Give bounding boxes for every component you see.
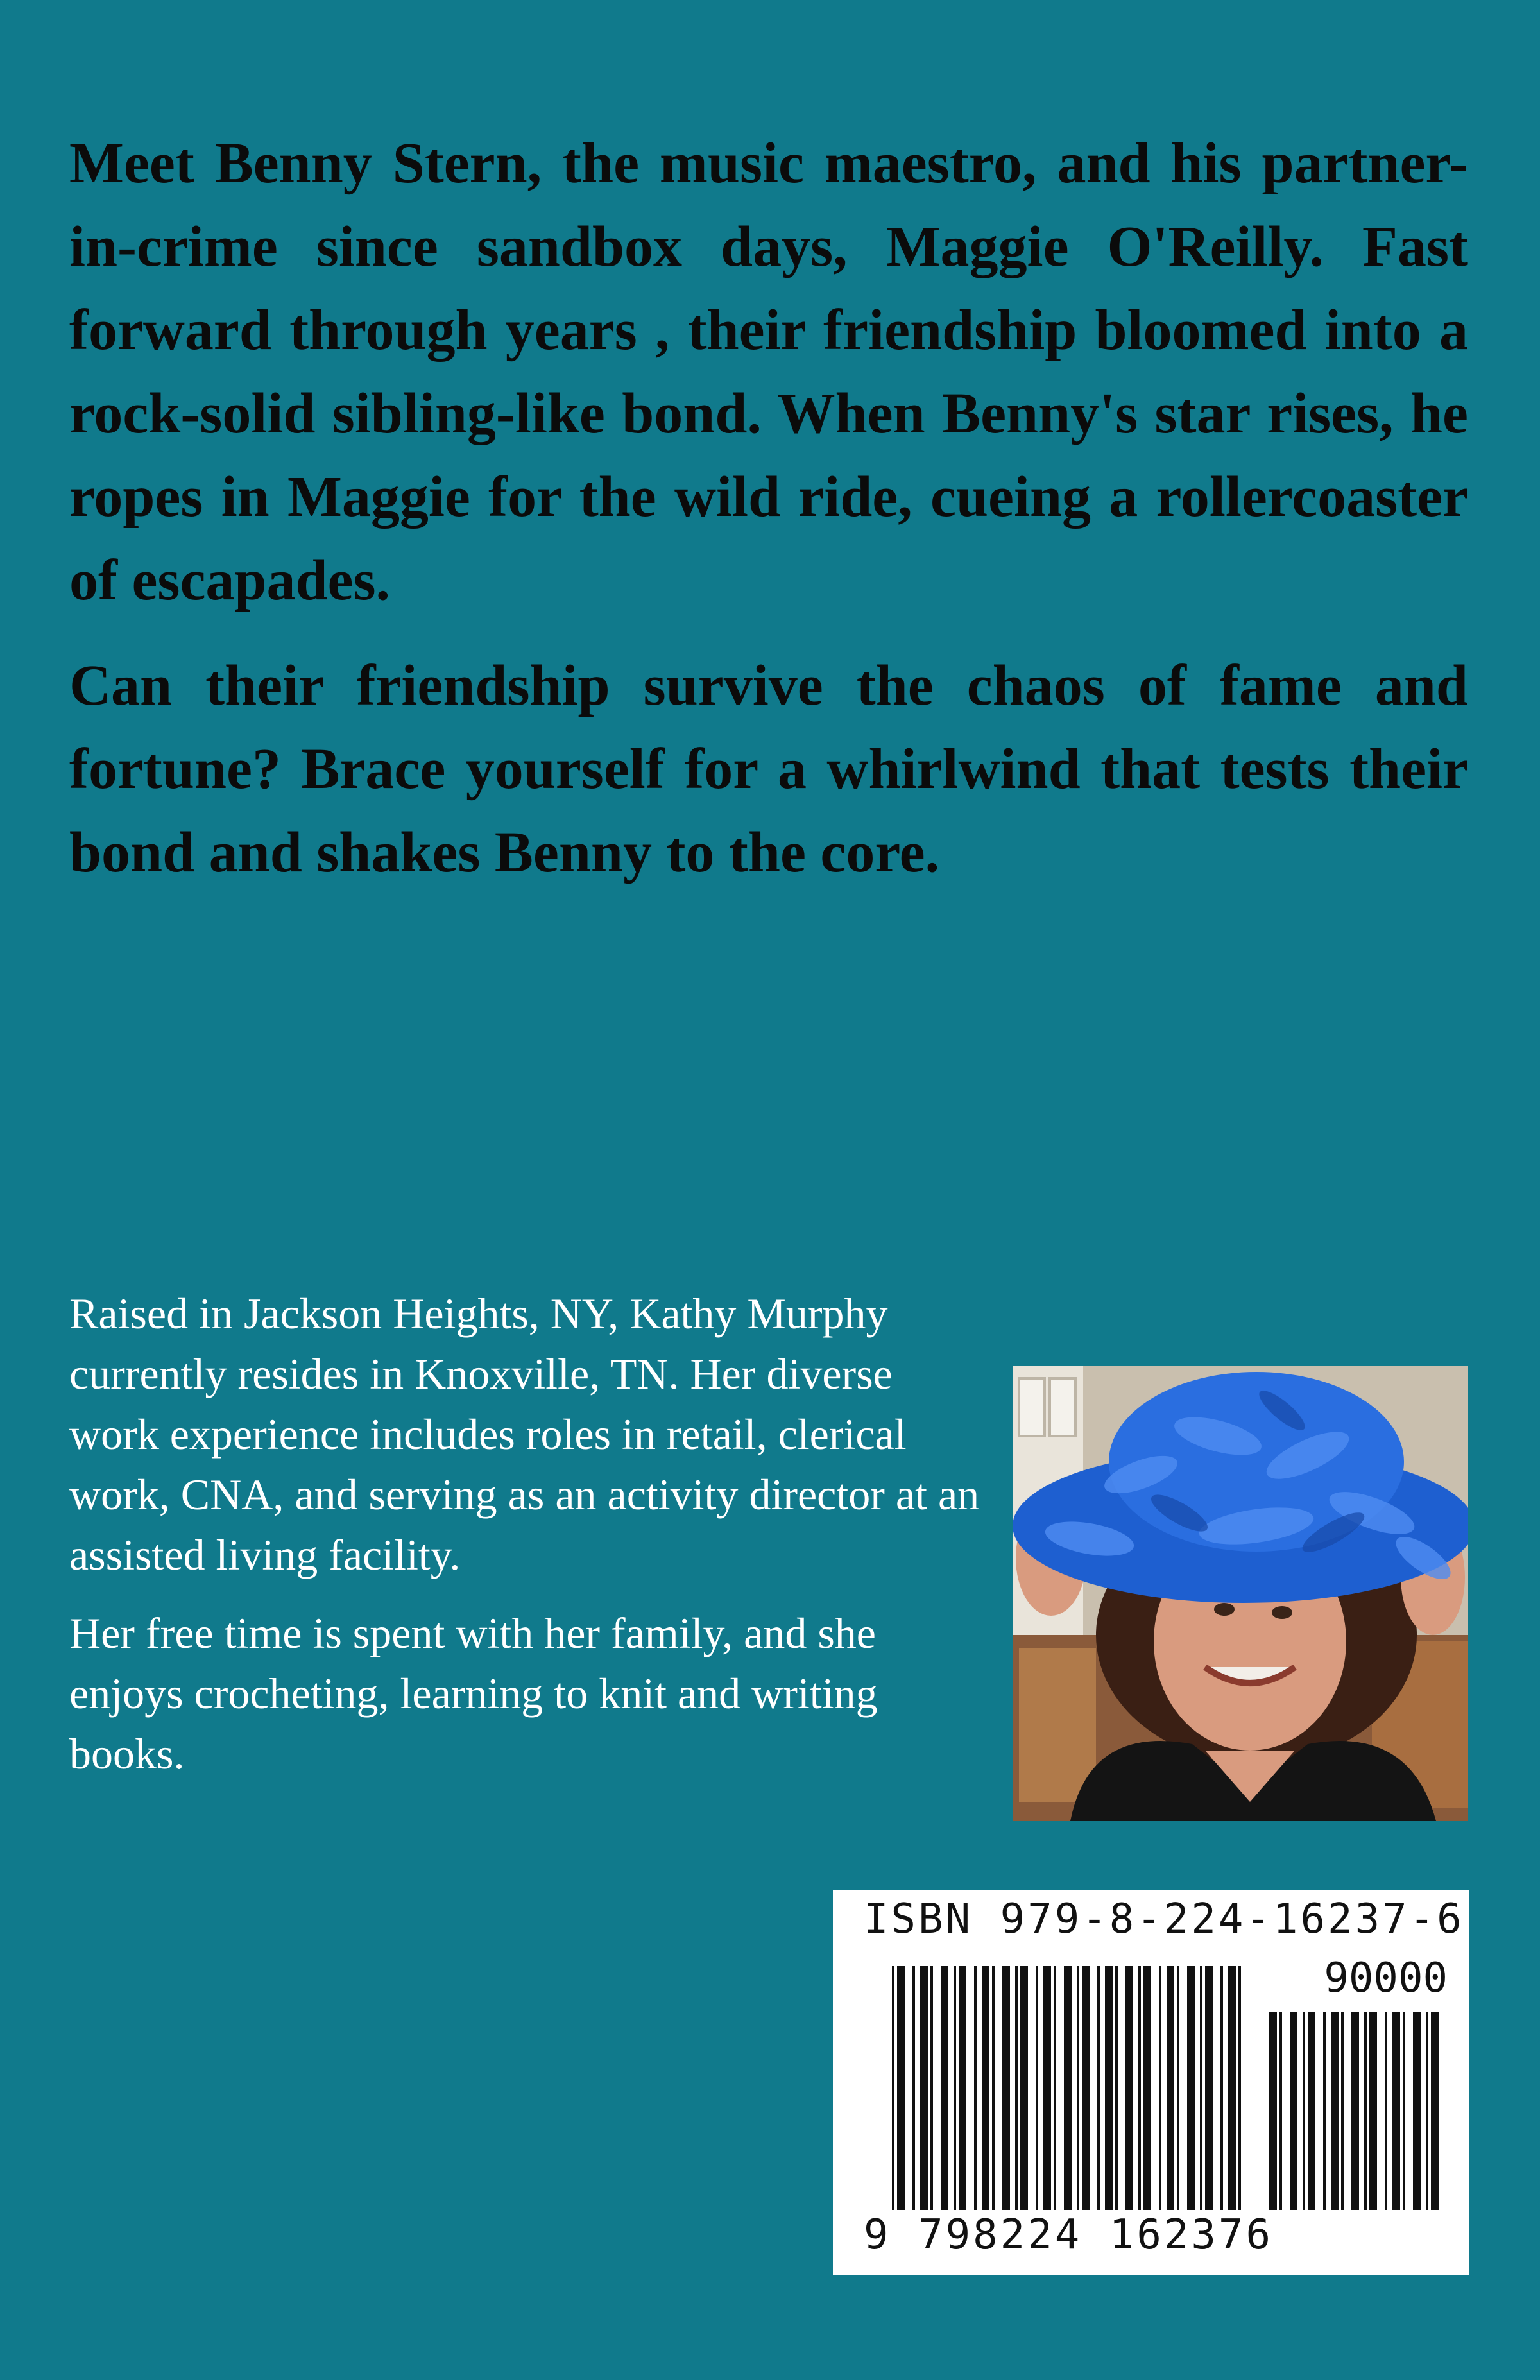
barcode-bar [930, 1966, 933, 2210]
barcode-bar [974, 1966, 977, 2210]
barcode-bar [1323, 2012, 1326, 2210]
barcode-bar [1115, 1966, 1118, 2210]
addon-barcode-bars [1269, 2012, 1449, 2210]
barcode-bar [941, 1966, 948, 2210]
barcode-bar [1138, 1966, 1141, 2210]
author-bio [69, 1283, 980, 1802]
isbn-barcode [833, 1890, 1469, 2275]
barcode-bar [1036, 1966, 1038, 2210]
barcode-bar [1385, 2012, 1387, 2210]
barcode-bar [1331, 2012, 1339, 2210]
barcode-bar [1369, 2012, 1377, 2210]
barcode-bar [1290, 2012, 1297, 2210]
author-photo [1013, 1366, 1468, 1821]
blurb [69, 122, 1468, 916]
ean-digits: 9 798224 162376 [864, 2211, 1273, 2259]
author-photo-illustration [1013, 1366, 1468, 1821]
barcode-bar [1043, 1966, 1051, 2210]
barcode-bar [912, 1966, 915, 2210]
barcode-bar [1269, 2012, 1277, 2210]
barcode-bar [1205, 1966, 1213, 2210]
barcode-bar [1279, 2012, 1282, 2210]
isbn-label: ISBN 979-8-224-16237-6 [864, 1896, 1464, 1943]
barcode-bar [1077, 1966, 1079, 2210]
barcode-bar [920, 1966, 928, 2210]
barcode-bar [1431, 2012, 1439, 2210]
barcode-bar [1064, 1966, 1072, 2210]
barcode-bar [1426, 2012, 1428, 2210]
author-bio-paragraph-2: Her free time is spent with her family, and she enjoys crocheting, learning to knit and writing books. [69, 1609, 878, 1778]
barcode-bar [1105, 1966, 1113, 2210]
barcode-bar [1238, 1966, 1241, 2210]
barcode-bar [1341, 2012, 1344, 2210]
barcode-bar [1228, 1966, 1236, 2210]
author-bio-paragraph-1: Raised in Jackson Heights, NY, Kathy Murphy currently resides in Knoxville, TN. Her diverse work experience includes roles in retail, clerical work, CNA, and serving as an activity director at an assisted living facility. [69, 1289, 980, 1579]
barcode-bar [892, 1966, 894, 2210]
barcode-bar [1351, 2012, 1359, 2210]
barcode-bar [1167, 1966, 1174, 2210]
barcode-bar [1413, 2012, 1421, 2210]
barcode-bar [1015, 1966, 1018, 2210]
barcode-bar [1125, 1966, 1133, 2210]
barcode-bar [1308, 2012, 1315, 2210]
barcode-bar [1002, 1966, 1010, 2210]
barcode-bar [1200, 1966, 1202, 2210]
barcode-bar [954, 1966, 956, 2210]
barcode-bar [959, 1966, 966, 2210]
barcode-bar [1097, 1966, 1100, 2210]
barcode-bar [1177, 1966, 1179, 2210]
barcode-bar [1220, 1966, 1223, 2210]
barcode-bar [1364, 2012, 1367, 2210]
barcode-bar [1403, 2012, 1405, 2210]
barcode-bar [1392, 2012, 1400, 2210]
barcode-bar [1303, 2012, 1305, 2210]
barcode-bar [982, 1966, 989, 2210]
blurb-paragraph-1: Meet Benny Stern, the music maestro, and his partner-in-crime since sandbox days, Maggie O'Reilly. Fast forward through years , their friendship bloomed into a rock-solid sibling-like bond. When Benny's star rises, he ropes in Maggie for the wild ride, cueing a rollercoaster of escapades. [69, 132, 1468, 612]
barcode-bar [1082, 1966, 1090, 2210]
blurb-paragraph-2: Can their friendship survive the chaos of fame and fortune? Brace yourself for a whirlwind that tests their bond and shakes Benny to the core. [69, 654, 1468, 884]
barcode-bar [897, 1966, 905, 2210]
ean-barcode-bars [892, 1966, 1251, 2210]
barcode-bar [1143, 1966, 1151, 2210]
barcode-bar [1020, 1966, 1028, 2210]
barcode-bar [1187, 1966, 1195, 2210]
barcode-bar [1159, 1966, 1161, 2210]
price-code: 90000 [1324, 1955, 1448, 2002]
barcode-bar [1054, 1966, 1056, 2210]
barcode-bar [992, 1966, 995, 2210]
